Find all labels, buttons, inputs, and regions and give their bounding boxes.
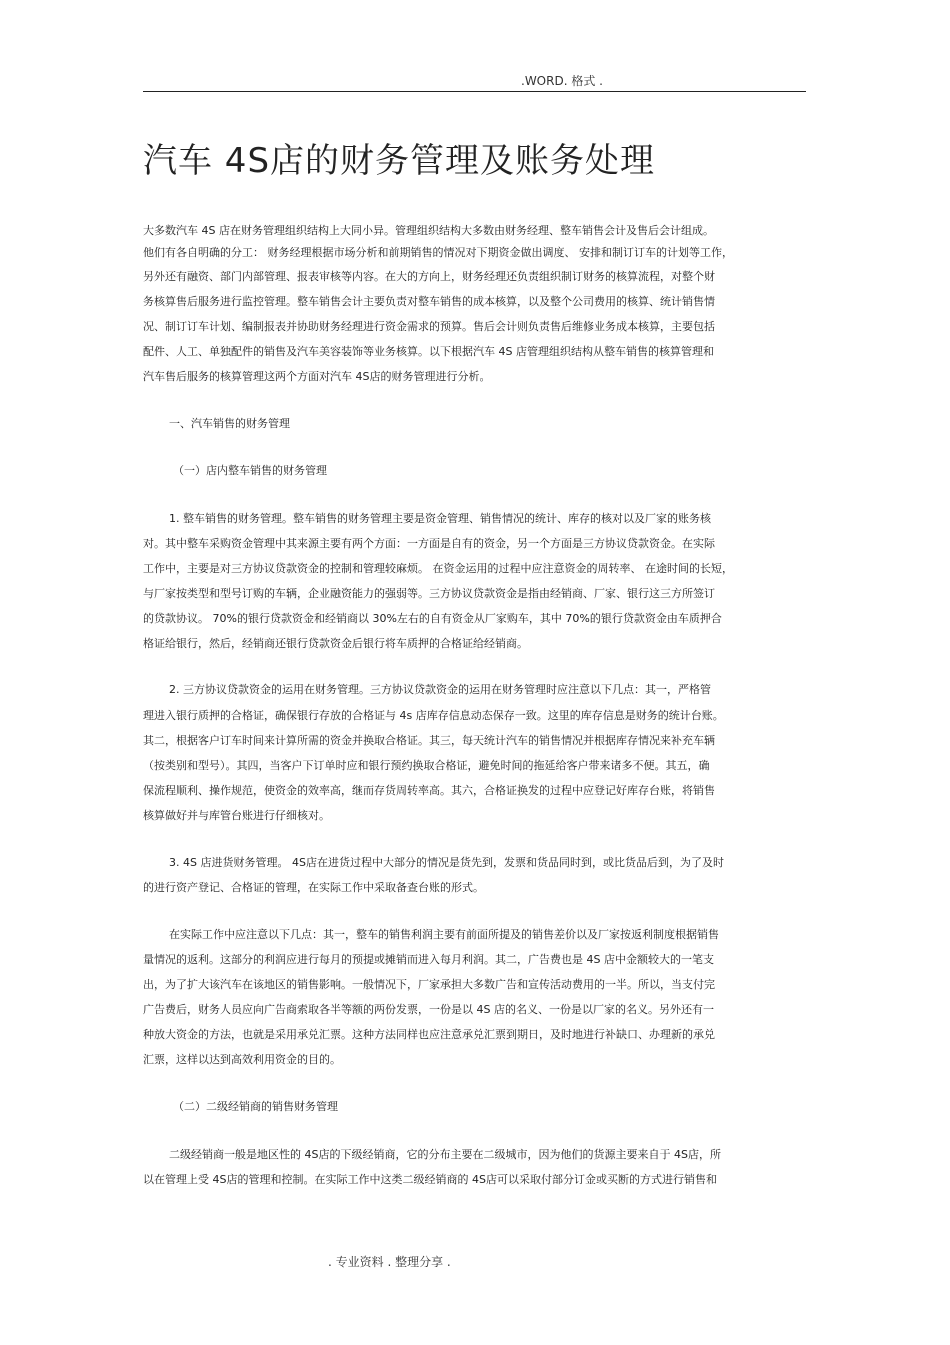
body-text-line: 1. 整车销售的财务管理。整车销售的财务管理主要是资金管理、销售情况的统计、库存的核对以及厂家的账务核 [169,512,711,525]
body-text-line: （按类别和型号）。其四，当客户下订单时应和银行预约换取合格证，避免时间的拖延给客户带来诸多不便。其五，确 [143,759,710,772]
body-text-line: 量情况的返利。这部分的利润应进行每月的预提或摊销而进入每月利润。其二，广告费也是 4S 店中金额较大的一笔支 [143,953,714,966]
body-text-line: 3. 4S 店进货财务管理。 4S店在进货过程中大部分的情况是货先到，发票和货品同时到，或比货品后到，为了及时 [169,856,724,869]
body-text-line: 的贷款协议。 70%的银行贷款资金和经销商以 30%左右的自有资金从厂家购车，其中 70%的银行贷款资金由车质押合 [143,612,722,625]
body-text-line: 在实际工作中应注意以下几点：其一，整车的销售利润主要有前面所提及的销售差价以及厂家按返利制度根据销售 [169,928,719,941]
body-text-line: 工作中，主要是对三方协议贷款资金的控制和管理较麻烦。 在资金运用的过程中应注意资金的周转率、 在途时间的长短， [143,562,733,575]
body-text-line: 出，为了扩大该汽车在该地区的销售影响。一般情况下，厂家承担大多数广告和宣传活动费用的一半。所以，当支付完 [143,978,715,991]
body-text-line: 大多数汽车 4S 店在财务管理组织结构上大同小异。管理组织结构大多数由财务经理、整车销售会计及售后会计组成。 [143,224,714,237]
body-text-line: 一、汽车销售的财务管理 [169,417,290,430]
page-header: .WORD. 格式 . [521,74,603,88]
body-text-line: 务核算售后服务进行监控管理。整车销售会计主要负责对整车销售的成本核算，以及整个公司费用的核算、统计销售情 [143,295,715,308]
body-text-line: 格证给银行，然后，经销商还银行贷款资金后银行将车质押的合格证给经销商。 [143,637,528,650]
body-text-line: 他们有各自明确的分工： 财务经理根据市场分析和前期销售的情况对下期资金做出调度、 安排和制订订车的计划等工作， [143,246,733,259]
body-text-line: 况、制订订车计划、编制报表并协助财务经理进行资金需求的预算。售后会计则负责售后维修业务成本核算，主要包括 [143,320,715,333]
body-text-line: 的进行资产登记、合格证的管理，在实际工作中采取备查台账的形式。 [143,881,484,894]
body-text-line: （二）二级经销商的销售财务管理 [173,1100,338,1113]
body-text-line: 另外还有融资、部门内部管理、报表审核等内容。在大的方向上，财务经理还负责组织制订财务的核算流程，对整个财 [143,270,715,283]
body-text-line: （一）店内整车销售的财务管理 [173,464,327,477]
body-text-line: 理进入银行质押的合格证，确保银行存放的合格证与 4s 店库存信息动态保存一致。这里的库存信息是财务的统计台账。 [143,709,724,722]
body-text-line: 2. 三方协议贷款资金的运用在财务管理。三方协议贷款资金的运用在财务管理时应注意以下几点：其一，严格管 [169,683,711,696]
body-text-line: 与厂家按类型和型号订购的车辆，企业融资能力的强弱等。三方协议贷款资金是指由经销商、厂家、银行这三方所签订 [143,587,715,600]
body-text-line: 广告费后，财务人员应向广告商索取各半等额的两份发票，一份是以 4S 店的名义、一份是以厂家的名义。另外还有一 [143,1003,714,1016]
body-text-line: 二级经销商一般是地区性的 4S店的下级经销商，它的分布主要在二级城市，因为他们的货源主要来自于 4S店，所 [169,1148,721,1161]
page-footer: . 专业资料 . 整理分享 . [328,1255,451,1269]
body-text-line: 种放大资金的方法，也就是采用承兑汇票。这种方法同样也应注意承兑汇票到期日，及时地进行补缺口、办理新的承兑 [143,1028,715,1041]
body-text-line: 其二，根据客户订车时间来计算所需的资金并换取合格证。其三，每天统计汽车的销售情况并根据库存情况来补充车辆 [143,734,715,747]
body-text-line: 配件、人工、单独配件的销售及汽车美容装饰等业务核算。以下根据汽车 4S 店管理组织结构从整车销售的核算管理和 [143,345,714,358]
header-divider [143,91,806,92]
body-text-line: 对。其中整车采购资金管理中其来源主要有两个方面：一方面是自有的资金，另一个方面是三方协议贷款资金。在实际 [143,537,715,550]
document-title: 汽车 4S店的财务管理及账务处理 [143,141,656,181]
body-text-line: 汇票，这样以达到高效利用资金的目的。 [143,1053,341,1066]
body-text-line: 汽车售后服务的核算管理这两个方面对汽车 4S店的财务管理进行分析。 [143,370,491,383]
body-text-line: 以在管理上受 4S店的管理和控制。在实际工作中这类二级经销商的 4S店可以采取付部分订金或买断的方式进行销售和 [143,1173,717,1186]
body-text-line: 保流程顺利、操作规范，使资金的效率高，继而存货周转率高。其六，合格证换发的过程中应登记好库存台账，将销售 [143,784,715,797]
body-text-line: 核算做好并与库管台账进行仔细核对。 [143,809,330,822]
